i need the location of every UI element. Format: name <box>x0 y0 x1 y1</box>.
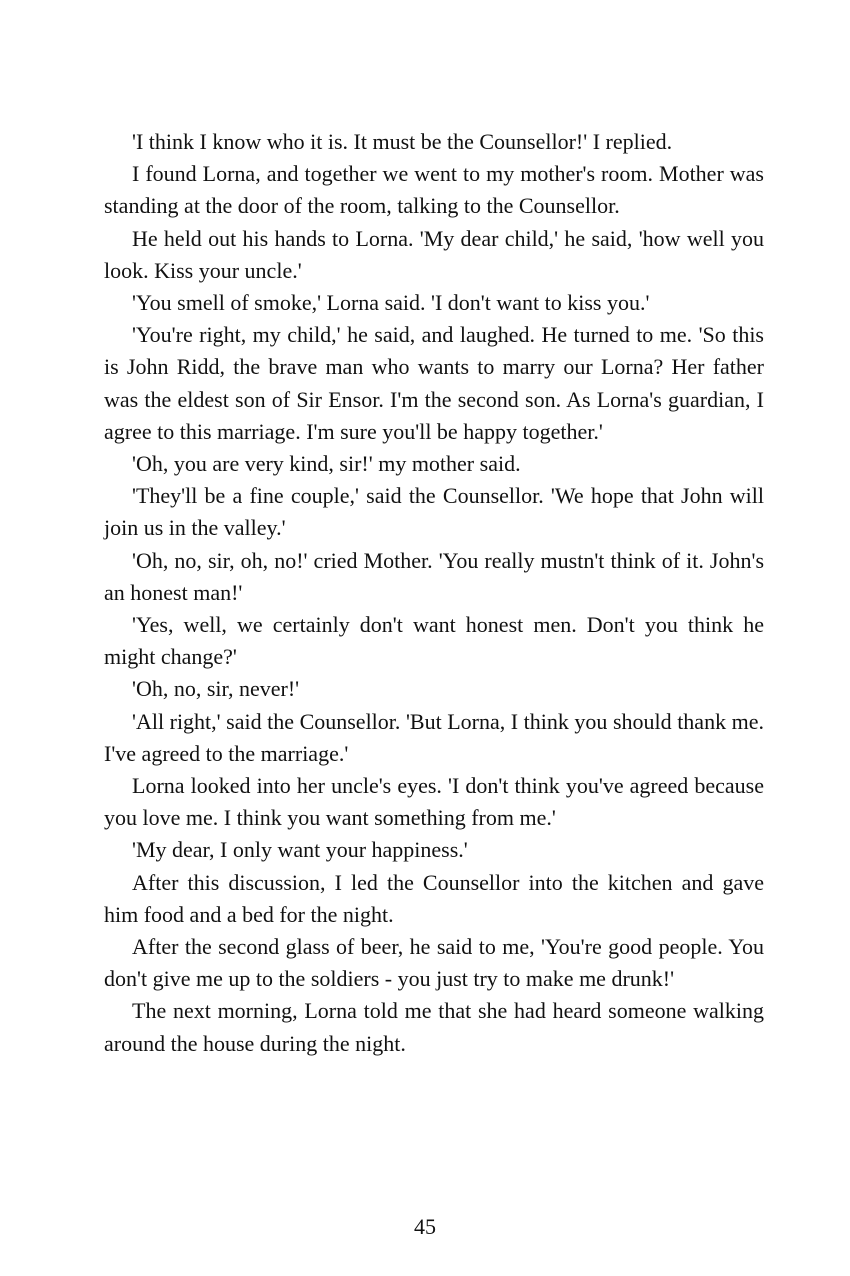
paragraph: He held out his hands to Lorna. 'My dear child,' he said, 'how well you look. Kiss your uncle.' <box>104 225 764 283</box>
paragraph: 'All right,' said the Counsellor. 'But Lorna, I think you should thank me. I've agreed to the marriage.' <box>104 708 764 766</box>
paragraph: The next morning, Lorna told me that she had heard someone walking around the house during the night. <box>104 998 764 1056</box>
paragraph: 'Yes, well, we certainly don't want honest men. Don't you think he might change?' <box>104 612 764 670</box>
paragraph: 'You smell of smoke,' Lorna said. 'I don't want to kiss you.' <box>132 290 650 316</box>
paragraph: 'I think I know who it is. It must be the Counsellor!' I replied. <box>132 129 673 154</box>
paragraph: After this discussion, I led the Counsellor into the kitchen and gave him food and a bed for the night. <box>104 869 764 927</box>
paragraph: 'Oh, no, sir, never!' <box>132 676 300 702</box>
book-page-text <box>104 126 764 1060</box>
paragraph: 'They'll be a fine couple,' said the Counsellor. 'We hope that John will join us in the valley.' <box>104 483 764 541</box>
paragraph: 'My dear, I only want your happiness.' <box>132 837 468 863</box>
paragraph: I found Lorna, and together we went to my mother's room. Mother was standing at the door of the room, talking to the Counsellor. <box>104 161 764 219</box>
paragraph: Lorna looked into her uncle's eyes. 'I don't think you've agreed because you love me. I think you want something from me.' <box>104 773 764 831</box>
paragraph: After the second glass of beer, he said to me, 'You're good people. You don't give me up to the soldiers - you just try to make me drunk!' <box>104 934 764 992</box>
paragraph: 'Oh, no, sir, oh, no!' cried Mother. 'You really mustn't think of it. John's an honest man!' <box>104 547 764 605</box>
paragraph: 'Oh, you are very kind, sir!' my mother said. <box>132 451 521 477</box>
page-number: 45 <box>414 1214 436 1239</box>
paragraph: 'You're right, my child,' he said, and laughed. He turned to me. 'So this is John Ridd, the brave man who wants to marry our Lorna? Her father was the eldest son of Sir Ensor. I'm the second son. As Lorna's guardian, I agree to this marriage. I'm sure you'll be happy together.' <box>104 322 764 444</box>
